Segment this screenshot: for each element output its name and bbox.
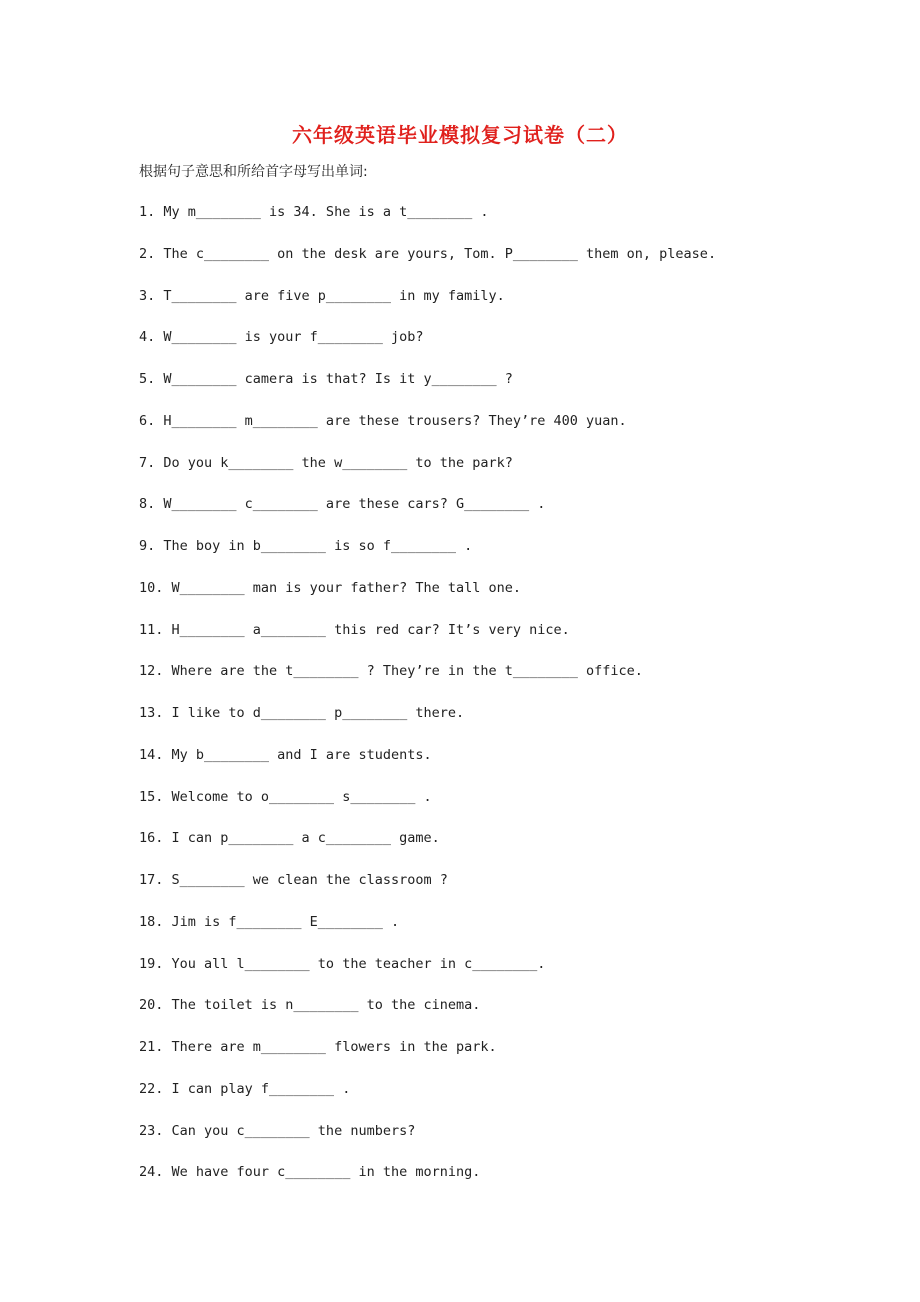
question-item: 21. There are m________ flowers in the park. [139, 1039, 497, 1055]
question-item: 9. The boy in b________ is so f________ . [139, 538, 473, 554]
question-item: 18. Jim is f________ E________ . [139, 913, 400, 930]
question-item: 19. You all l________ to the teacher in c________. [139, 955, 546, 972]
question-item: 11. H________ a________ this red car? It’s very nice. [139, 621, 570, 638]
question-item: 24. We have four c________ in the morning. [139, 1164, 481, 1181]
question-item: 17. S________ we clean the classroom ? [139, 872, 448, 888]
question-item: 15. Welcome to o________ s________ . [139, 788, 432, 805]
instruction-text: 根据句子意思和所给首字母写出单词: [139, 164, 368, 180]
question-item: 16. I can p________ a c________ game. [139, 830, 440, 847]
question-item: 13. I like to d________ p________ there. [139, 705, 465, 721]
question-item: 6. H________ m________ are these trousers? They’re 400 yuan. [139, 412, 627, 429]
question-item: 2. The c________ on the desk are yours, Tom. P________ them on, please. [139, 245, 717, 262]
question-item: 5. W________ camera is that? Is it y________ ? [139, 371, 513, 387]
page-title: 六年级英语毕业模拟复习试卷（二） [292, 123, 628, 147]
question-item: 3. T________ are five p________ in my family. [139, 287, 505, 304]
question-item: 23. Can you c________ the numbers? [139, 1122, 416, 1139]
question-item: 20. The toilet is n________ to the cinema. [139, 997, 481, 1014]
question-item: 4. W________ is your f________ job? [139, 329, 424, 346]
question-item: 10. W________ man is your father? The tall one. [139, 579, 522, 596]
question-list [139, 200, 716, 1202]
question-item: 22. I can play f________ . [139, 1080, 351, 1097]
question-item: 14. My b________ and I are students. [139, 746, 432, 763]
question-item: 8. W________ c________ are these cars? G________ . [139, 496, 546, 513]
question-item: 12. Where are the t________ ? They’re in the t________ office. [139, 663, 643, 680]
question-item: 1. My m________ is 34. She is a t________ . [139, 204, 489, 220]
question-item: 7. Do you k________ the w________ to the park? [139, 454, 513, 471]
